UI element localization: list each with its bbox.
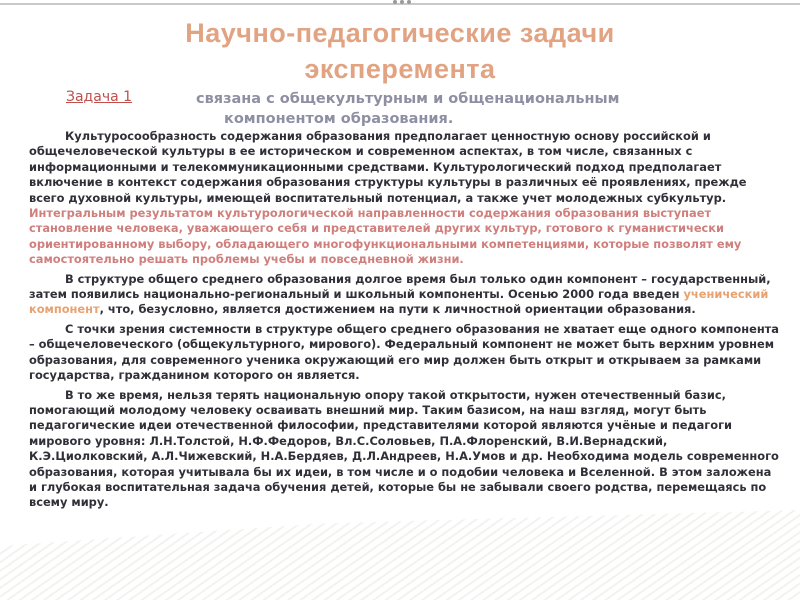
slide-title-line2: эксперемента — [304, 54, 496, 84]
body-text — [29, 129, 783, 515]
task-text-end: . — [447, 111, 454, 127]
task-text-line1: связана с общекультурным и общенациональным — [196, 91, 620, 107]
task-text-line2: компонентом образования — [224, 111, 448, 127]
p2-text-before: В структуре общего среднего образования долгое время был только один компонент – государственный, затем появились национально-региональный и школьный компоненты. Осенью 2000 года введен — [29, 271, 771, 302]
p1-highlight: Интегральным результатом культурологической направленности содержания образования выступает становление человека, уважающего себя и представителей других культур, готового к гуманистически ориентированному выбору, обладающего многофункциональными компетенциями, которые позволят ему самостоятельно решать проблемы учебы и повседневной жизни. — [29, 206, 742, 267]
paragraph-1 — [29, 129, 783, 268]
paragraph-2 — [29, 272, 783, 318]
task-description — [196, 89, 716, 129]
p2-text-after: , что, безусловно, является достижением на пути к личностной ориентации образования. — [99, 302, 696, 317]
p1-text: Культуросообразность содержания образования предполагает ценностную основу российской и общечеловеческой культуры в ее историческом и современном аспектах, в том числе, связанных с информационными и телекоммуникационными средствами. Культурологический подход предполагает включение в контекст содержания образования структуры культуры в различных её проявлениях, прежде всего духовной культуры, имеющей воспитательный потенциал, а также учет молодежных субкультур. — [29, 129, 747, 205]
task-text-line2-wrap — [196, 109, 716, 129]
background-stripes — [0, 510, 800, 600]
p2-highlight: ученический компонент — [29, 287, 769, 317]
top-ornament-dots — [393, 0, 411, 4]
slide-title-line1: Научно-педагогические задачи — [185, 18, 615, 48]
paragraph-4: В то же время, нельзя терять национальную опору такой открытости, нужен отечественный базис, помогающий молодому человеку осваивать внешний мир. Таким базисом, на наш взгляд, могут быть педагогические идеи отечественной философии, представителями которой являются учёные и педагоги мирового уровня: Л.Н.Толстой, Н.Ф.Федоров, Вл.С.Соловьев, П.А.Флоренский, В.И.Вернадский, К.Э.Циолковский, А.Л.Чижевский, Н.А.Бердяев, Д.Л.Андреев, Н.А.Умов и др. Необходима модель современного образования, которая учитывала бы их идеи, в том числе и о подобии человека и Вселенной. В этом заложена и глубокая воспитательная задача обучения детей, которые бы не забывали своего родства, перемещаясь по всему миру. — [29, 387, 779, 510]
task-label: Задача 1 — [66, 89, 133, 105]
paragraph-3: С точки зрения системности в структуре общего среднего образования не хватает еще одного компонента – общечеловеческого (общекультурного, мирового). Федеральный компонент не может быть верхним уровнем образования, для современного ученика окружающий его мир должен быть открыт и открываем за рамками государства, гражданином которого он является. — [29, 321, 779, 383]
